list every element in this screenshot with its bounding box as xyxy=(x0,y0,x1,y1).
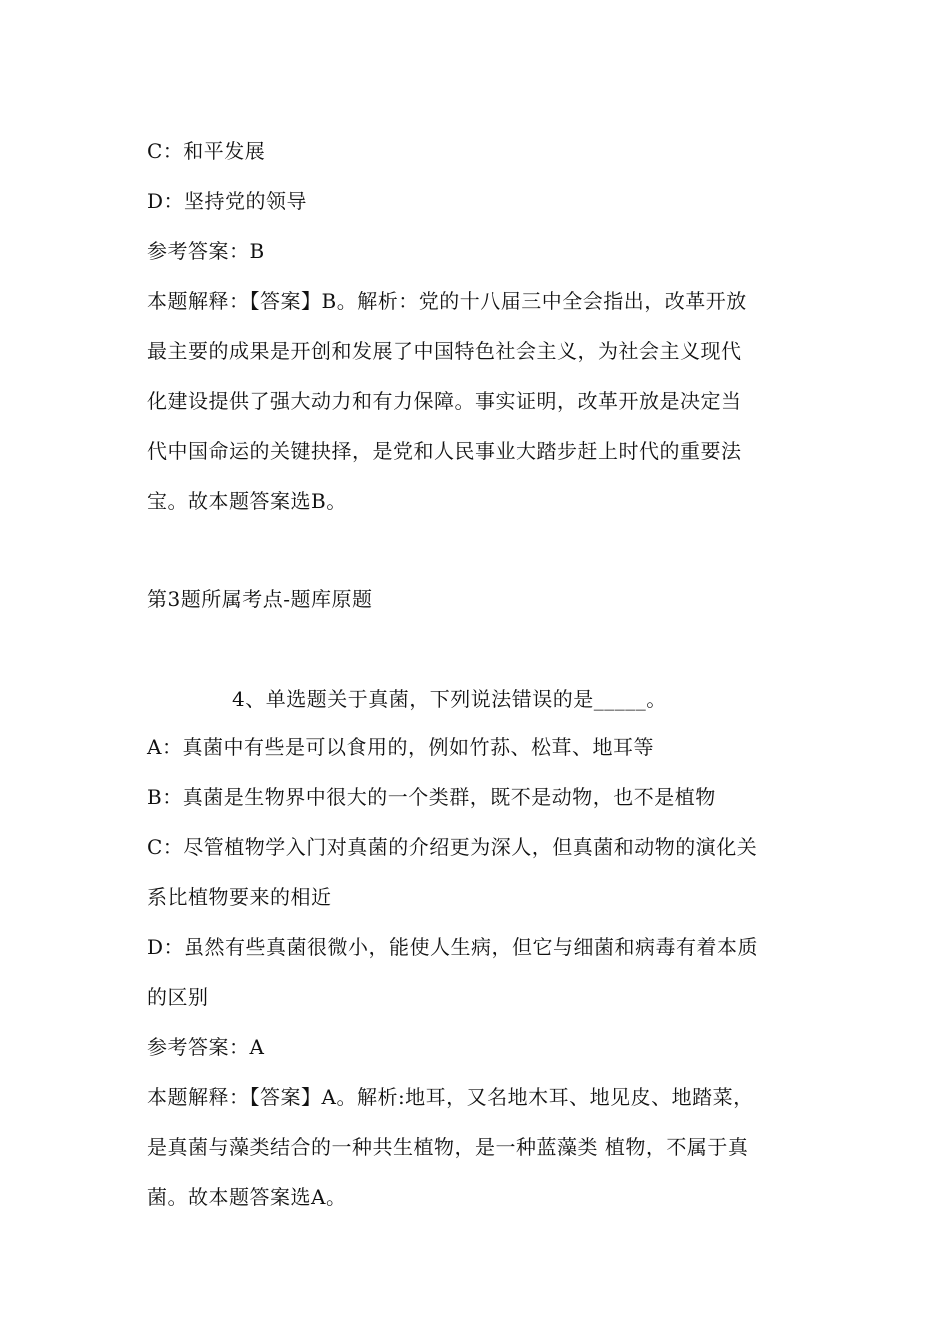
q3-option-d: D：坚持党的领导 xyxy=(147,189,308,213)
q4-explanation-line: 是真菌与藻类结合的一种共生植物，是一种蓝藻类 植物，不属于真 xyxy=(147,1135,749,1159)
q4-option-d-line: D：虽然有些真菌很微小，能使人生病，但它与细菌和病毒有着本质 xyxy=(147,935,759,959)
q4-explanation-line: 本题解释：【答案】A。解析:地耳，又名地木耳、地见皮、地踏菜， xyxy=(147,1085,754,1109)
q4-question: 4、单选题关于真菌，下列说法错误的是_____。 xyxy=(232,687,667,711)
q4-option-a: A：真菌中有些是可以食用的，例如竹荪、松茸、地耳等 xyxy=(147,735,654,759)
q3-explanation-line: 化建设提供了强大动力和有力保障。事实证明，改革开放是决定当 xyxy=(147,389,742,413)
q4-option-c-line: C：尽管植物学入门对真菌的介绍更为深人，但真菌和动物的演化关 xyxy=(147,835,758,859)
q3-option-c: C：和平发展 xyxy=(147,139,266,163)
q3-explanation-line: 本题解释：【答案】B。解析：党的十八届三中全会指出，改革开放 xyxy=(147,289,747,313)
q3-topic: 第3题所属考点-题库原题 xyxy=(147,587,373,611)
q3-explanation-line: 宝。故本题答案选B。 xyxy=(147,489,347,513)
q4-explanation-line: 菌。故本题答案选A。 xyxy=(147,1185,347,1209)
q4-option-c-line: 系比植物要来的相近 xyxy=(147,885,332,909)
q4-answer: 参考答案：A xyxy=(147,1035,265,1059)
q3-answer: 参考答案：B xyxy=(147,239,265,263)
q4-option-b: B：真菌是生物界中很大的一个类群，既不是动物，也不是植物 xyxy=(147,785,716,809)
q3-explanation-line: 代中国命运的关键抉择，是党和人民事业大踏步赶上时代的重要法 xyxy=(147,439,742,463)
q3-explanation-line: 最主要的成果是开创和发展了中国特色社会主义，为社会主义现代 xyxy=(147,339,742,363)
q4-option-d-line: 的区别 xyxy=(147,985,209,1009)
